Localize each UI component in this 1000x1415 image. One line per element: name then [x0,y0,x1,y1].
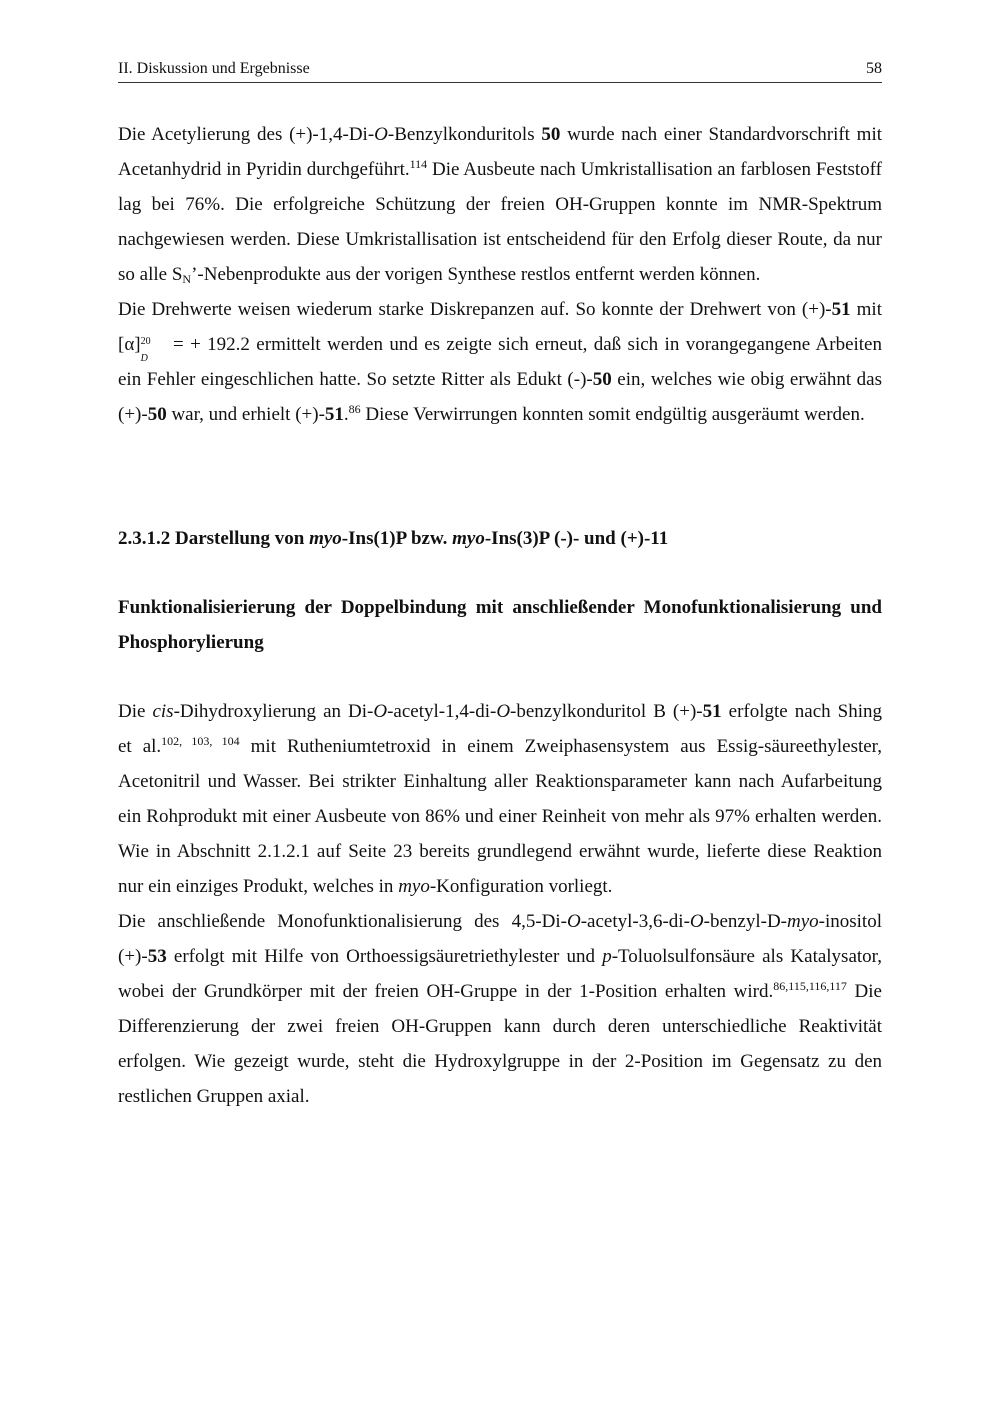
paragraph-acetylation: Die Acetylierung des (+)-1,4-Di-O-Benzylkonduritols 50 wurde nach einer Standardvorschrift mit Acetanhydrid in Pyridin durchgeführt.$^{114}$ Die Ausbeute nach Umkristallisation an farblosen Feststoff lag bei 76%. Die erfolgreiche Schützung der freien OH-Gruppen konnte im NMR-Spektrum nachgewiesen werden. Diese Umkristallisation ist entscheidend für den Erfolg dieser Route, da nur so alle $S_N$’-Nebenprodukte aus der vorigen Synthese restlos entfernt werden können. [118,124,883,286]
citation: 114 [409,157,428,171]
paragraph-rotation-values: Die Drehwerte weisen wiederum starke Diskrepanzen auf. So konnte der Drehwert von (+)-51 mit [α] 20 D = + 192.2 ermittelt werden und es zeigte sich erneut, daß sich in vorangegangene Arbeiten ein Fehler eingeschlichen hatte. So setzte Ritter als Edukt (-)-50 ein, welches wie obig erwähnt das (+)-50 war, und erhielt (+)-51.86 Diese Verwirrungen konnten somit endgültig ausgeräumt werden. [118,299,882,425]
section-heading: 2.3.1.2 Darstellung von myo-Ins(1)P bzw. myo-Ins(3)P (-)- und (+)-11 [118,528,669,549]
paragraph-dihydroxylation: Die cis-Dihydroxylierung an Di-O-acetyl-1,4-di-O-benzylkonduritol B (+)-51 erfolgte nach Shing et al.$^{102, 103, 104}$ mit Rutheniumtetroxid in einem Zweiphasensystem aus Essig-säureethylester, Acetonitril und Wasser. Bei strikter Einhaltung aller Reaktionsparameter kann nach Aufarbeitung ein Rohprodukt mit einer Ausbeute von 86% und einer Reinheit von mehr als 97% erhalten werden. Wie in Abschnitt 2.1.2.1 auf Seite 23 bereits grundlegend erwähnt wurde, lieferte diese Reaktion nur ein einziges Produkt, welches in myo-Konfiguration vorliegt. [118,701,883,897]
citation: 86 [348,402,361,416]
document-body [118,117,882,1114]
chapter-title: II. Diskussion und Ergebnisse [118,60,310,77]
subsection-heading: Funktionalisierierung der Doppelbindung mit anschließender Monofunktionalisierung und Phosphorylierung [118,597,882,653]
paragraph-monofunctionalization: Die anschließende Monofunktionalisierung des 4,5-Di-O-acetyl-3,6-di-O-benzyl-D-myo-inositol (+)-53 erfolgt mit Hilfe von Orthoessigsäuretriethylester und p-Toluolsulfonsäure als Katalysator, wobei der Grundkörper mit der freien OH-Gruppe in der 1-Position erhalten wird.$^{86,115,116,117}$ Die Differenzierung der zwei freien OH-Gruppen kann durch deren unterschiedliche Reaktivität erfolgen. Wie gezeigt wurde, steht die Hydroxylgruppe in der 2-Position im Gegensatz zu den restlichen Gruppen axial. [118,911,882,1107]
rotation-indices: 20 D [140,336,151,364]
citation: 86,115,116,117 [773,979,847,993]
running-header [118,60,882,83]
page-number: 58 [866,60,882,77]
citation: 102, 103, 104 [161,734,240,748]
